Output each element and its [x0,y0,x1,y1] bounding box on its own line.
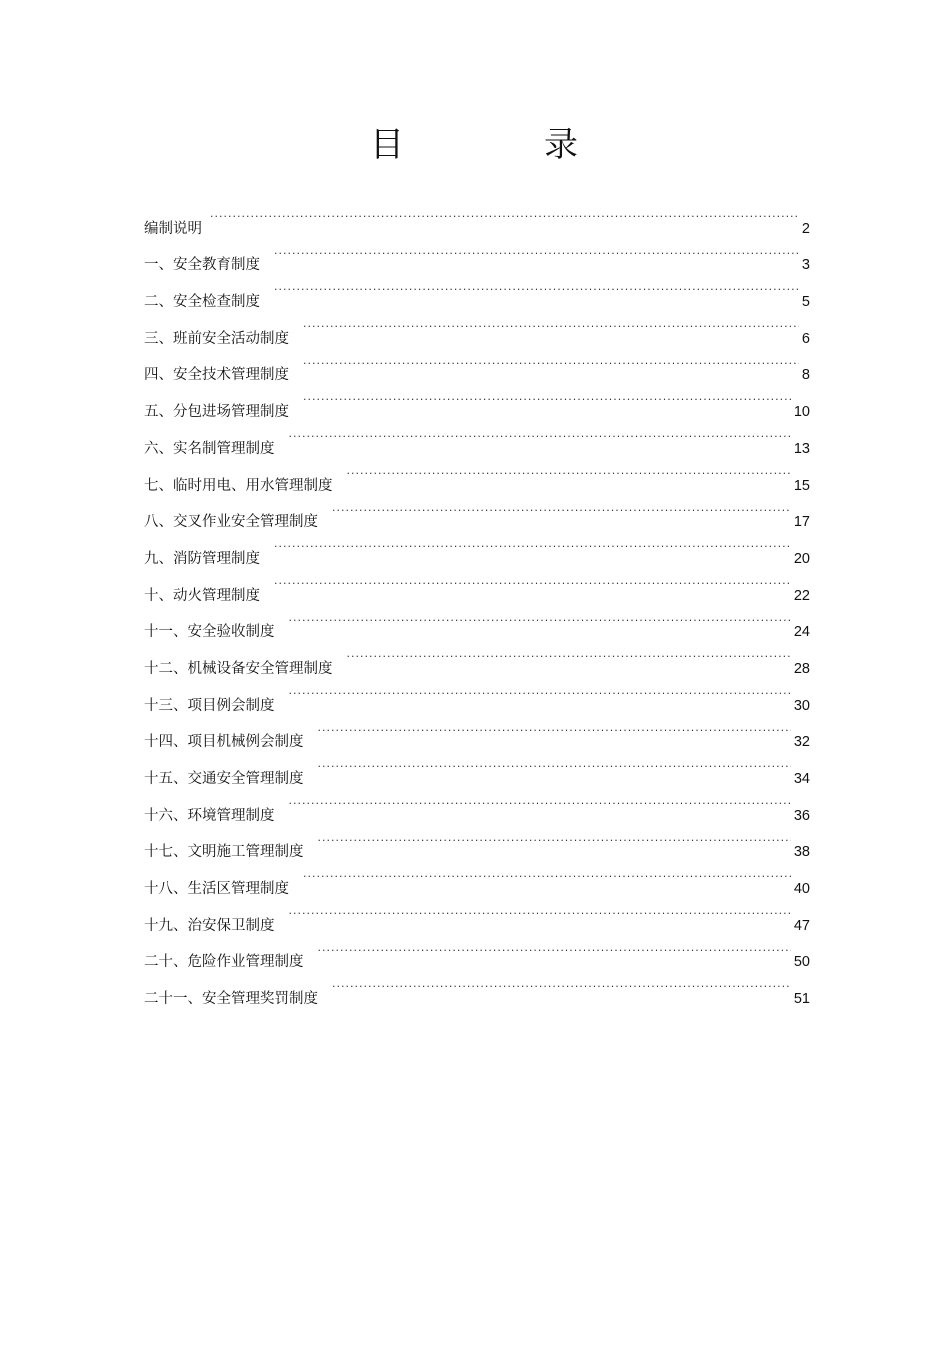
toc-entry[interactable] [144,233,810,274]
toc-page-number: 13 [793,440,810,457]
toc-dot-leader [289,673,791,710]
toc-entry-label: 十六、环境管理制度 [144,807,275,824]
toc-page-number: 51 [793,991,810,1008]
toc-page-number: 28 [793,660,810,677]
toc-dot-leader [332,490,791,527]
toc-dot-leader [318,710,791,747]
toc-entry-label: 十九、治安保卫制度 [144,917,275,934]
toc-entry-label: 二十、危险作业管理制度 [144,954,304,971]
toc-entry-label: 十、动火管理制度 [144,587,260,604]
toc-page-number: 15 [793,477,810,494]
toc-dot-leader [274,563,791,600]
toc-page-number: 50 [793,954,810,971]
toc-entry-label: 十二、机械设备安全管理制度 [144,660,333,677]
toc-entry-label: 十七、文明施工管理制度 [144,844,304,861]
toc-page-number: 24 [793,624,810,641]
toc-dot-leader [210,196,799,233]
toc-dot-leader [303,856,791,893]
toc-entry-label: 二十一、安全管理奖罚制度 [144,991,318,1008]
title-char-mu: 目 [370,125,404,165]
toc-dot-leader [274,269,799,306]
toc-page-number: 36 [793,807,810,824]
toc-dot-leader [303,379,791,416]
toc-entry-label: 七、临时用电、用水管理制度 [144,477,333,494]
toc-entry-label: 十四、项目机械例会制度 [144,734,304,751]
toc-entry-label: 十五、交通安全管理制度 [144,771,304,787]
toc-page-number: 17 [793,514,810,531]
toc-entry-label: 三、班前安全活动制度 [144,330,289,347]
toc-page-number: 38 [793,844,810,861]
toc-entry-label: 十八、生活区管理制度 [144,881,289,898]
toc-page-number: 30 [793,697,810,714]
toc-dot-leader [347,453,791,490]
toc-page-number: 32 [793,734,810,751]
toc-dot-leader [289,416,791,453]
toc-page-number: 40 [793,881,810,898]
toc-entry-label: 八、交叉作业安全管理制度 [144,514,318,531]
toc-dot-leader [347,636,791,673]
toc-entry-label: 一、安全教育制度 [144,257,260,274]
toc-dot-leader [274,233,799,270]
toc-dot-leader [318,930,791,967]
toc-page-number: 2 [801,220,810,237]
toc-page-number: 5 [801,294,810,311]
toc-dot-leader [289,893,791,930]
toc-page-number: 22 [793,587,810,604]
toc-entry[interactable] [144,196,810,237]
toc-page-number: 8 [801,367,810,384]
toc-dot-leader [289,783,791,820]
toc-dot-leader [303,306,799,343]
toc-dot-leader [318,820,791,857]
toc-entry-label: 五、分包进场管理制度 [144,404,289,421]
toc-entry-label: 二、安全检查制度 [144,294,260,311]
toc-dot-leader [332,966,791,1003]
toc-entry-label: 编制说明 [144,220,202,237]
toc-dot-leader [289,600,791,637]
toc-entry-label: 十三、项目例会制度 [144,697,275,714]
toc-page-number: 6 [801,330,810,347]
toc-page-number: 10 [793,404,810,421]
toc-dot-leader [303,343,799,380]
toc-page-number: 20 [793,550,810,567]
page-title [0,120,950,170]
table-of-contents [144,196,810,1008]
toc-page-number: 3 [801,257,810,274]
toc-entry-label: 六、实名制管理制度 [144,440,275,457]
toc-dot-leader [318,746,791,783]
toc-page-number: 47 [793,917,810,934]
title-char-lu: 录 [544,125,578,165]
toc-entry-label: 四、安全技术管理制度 [144,367,289,384]
toc-dot-leader [274,526,791,563]
toc-page-number: 34 [793,771,810,787]
toc-entry-label: 九、消防管理制度 [144,550,260,567]
toc-entry-label: 十一、安全验收制度 [144,624,275,641]
